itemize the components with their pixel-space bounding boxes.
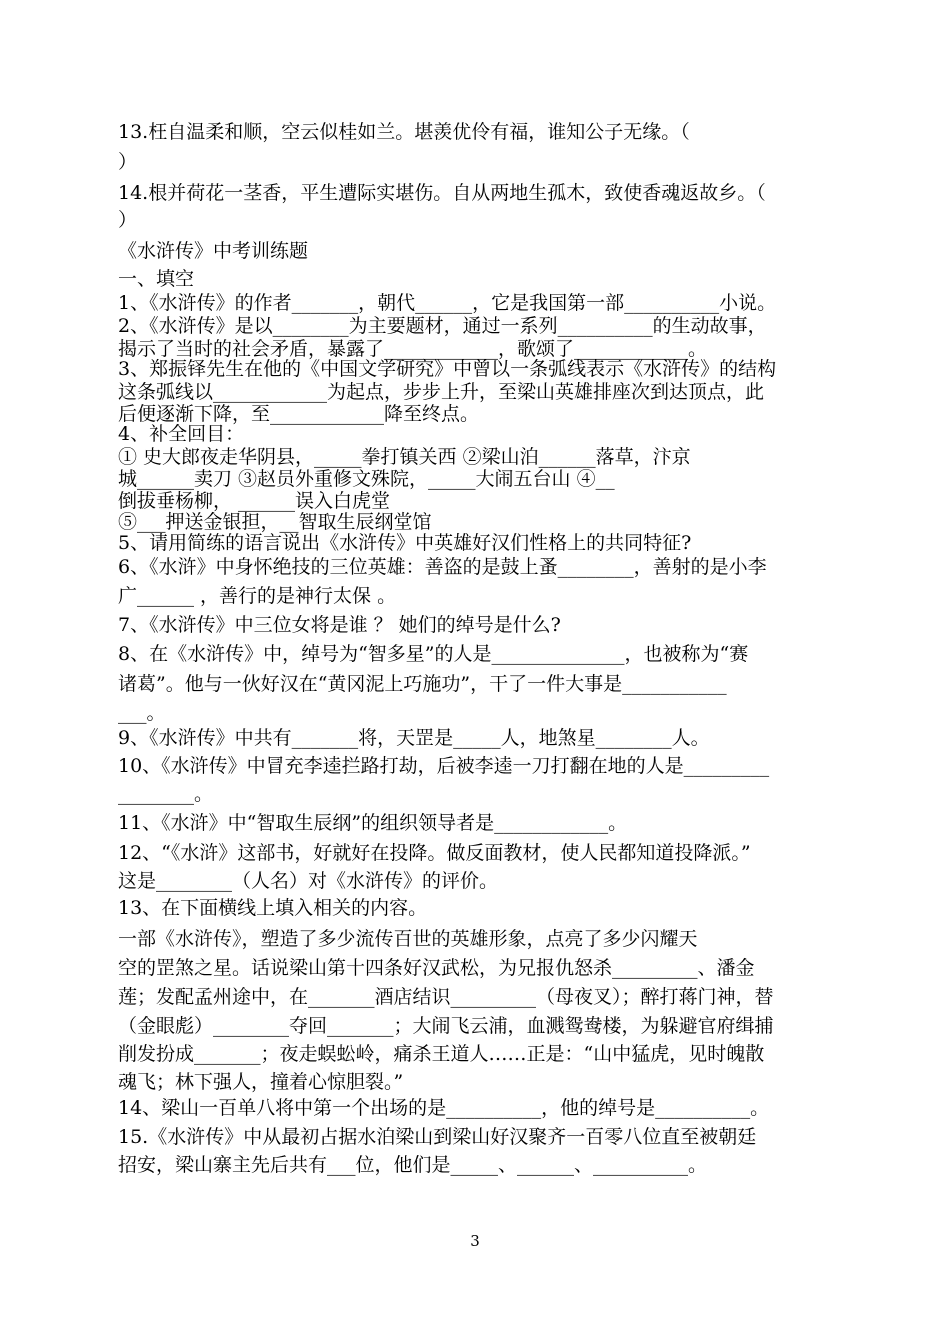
text-line: 5、请用简练的语言说出《水浒传》中英雄好汉们性格上的共同特征? xyxy=(118,532,692,554)
text-line: ________。 xyxy=(118,783,214,805)
section-title: 《水浒传》中考训练题 xyxy=(118,240,309,262)
text-line: （金眼彪）________夺回_______；大闹飞云浦，血溅鸳鸯楼，为躲避官府缉捕 xyxy=(118,1015,774,1037)
text-line: ） xyxy=(118,151,138,173)
text-line: 一部《水浒传》，塑造了多少流传百世的英雄形象，点亮了多少闪耀天 xyxy=(118,928,698,950)
text-line: 7、《水浒传》中三位女将是谁 ？ 她们的绰号是什么? xyxy=(118,614,561,636)
text-line: 揭示了当时的社会矛盾，暴露了____________，歌颂了____________。 xyxy=(118,338,708,360)
text-line: 6、《水浒》中身怀绝技的三位英雄：善盗的是鼓上蚤________，善射的是小李 xyxy=(118,556,767,578)
text-line: ① 史大郎夜走华阴县，_____拳打镇关西 ②梁山泊______落草，汴京 xyxy=(118,446,691,468)
text-line: 削发扮成_______；夜走蜈蚣岭，痛杀王道人……正是：“山中猛虎，见时魄散 xyxy=(118,1043,765,1065)
text-line: 14.根并荷花一茎香，平生遭际实堪伤。自从两地生孤木，致使香魂返故乡。（ xyxy=(118,182,766,204)
text-line: 2、《水浒传》是以________为主要题材，通过一系列__________的生动故事， xyxy=(118,315,767,337)
text-line: 4、补全回目： xyxy=(118,423,245,445)
text-line: 诸葛”。他与一伙好汉在“黄冈泥上巧施功”，干了一件大事是___________ xyxy=(118,673,727,695)
text-line: 魂飞；林下强人，撞着心惊胆裂。” xyxy=(118,1071,404,1093)
text-line: 13、在下面横线上填入相关的内容。 xyxy=(118,897,428,919)
text-line: ⑤___押送金银担，__智取生辰纲堂馆 xyxy=(118,511,432,533)
text-line: 14、梁山一百单八将中第一个出场的是__________，他的绰号是__________。 xyxy=(118,1097,770,1119)
text-line: 空的罡煞之星。话说梁山第十四条好汉武松，为兄报仇怒杀_________、潘金 xyxy=(118,957,755,979)
text-line: 城______卖刀 ③赵员外重修文殊院，_____大闹五台山 ④__ xyxy=(118,468,615,490)
text-line: 12、“《水浒》这部书，好就好在投降。做反面教材，使人民都知道投降派。” xyxy=(118,842,751,864)
text-line: ） xyxy=(118,209,138,231)
text-line: 后便逐渐下降，至____________降至终点。 xyxy=(118,403,480,425)
text-line: 9、《水浒传》中共有_______将，天罡是_____人，地煞星________人。 xyxy=(118,727,710,749)
section-heading: 一、填空 xyxy=(118,268,195,290)
text-line: 15.《水浒传》中从最初占据水泊梁山到梁山好汉聚齐一百零八位直至被朝廷 xyxy=(118,1126,757,1148)
text-line: 这是________（人名）对《水浒传》的评价。 xyxy=(118,870,499,892)
text-line: 广______ ，善行的是神行太保 。 xyxy=(118,585,397,607)
page-number: 3 xyxy=(470,1232,480,1250)
text-line: 8、在《水浒传》中，绰号为“智多星”的人是______________，也被称为“赛 xyxy=(118,643,749,665)
text-line: ___。 xyxy=(118,702,166,724)
text-line: 10、《水浒传》中冒充李逵拦路打劫，后被李逵一刀打翻在地的人是_________ xyxy=(118,755,770,777)
text-line: 莲；发配孟州途中，在_______酒店结识_________（母夜叉）；醉打蒋门神，替 xyxy=(118,986,774,1008)
text-line: 13.枉自温柔和顺，空云似桂如兰。堪羡优伶有福，谁知公子无缘。（ xyxy=(118,121,690,143)
text-line: 1、《水浒传》的作者_______，朝代______，它是我国第一部__________小说。 xyxy=(118,292,777,314)
text-line: 招安，梁山寨主先后共有___位，他们是_____、______、__________。 xyxy=(118,1154,708,1176)
text-line: 这条弧线以____________为起点，步步上升，至梁山英雄排座次到达顶点，此 xyxy=(118,381,765,403)
text-line: 3、郑振铎先生在他的《中国文学研究》中曾以一条弧线表示《水浒传》的结构 xyxy=(118,358,777,380)
text-line: 倒拔垂杨柳， ______误入白虎堂 xyxy=(118,490,391,512)
text-line: 11、《水浒》中“智取生辰纲”的组织领导者是____________。 xyxy=(118,812,628,834)
